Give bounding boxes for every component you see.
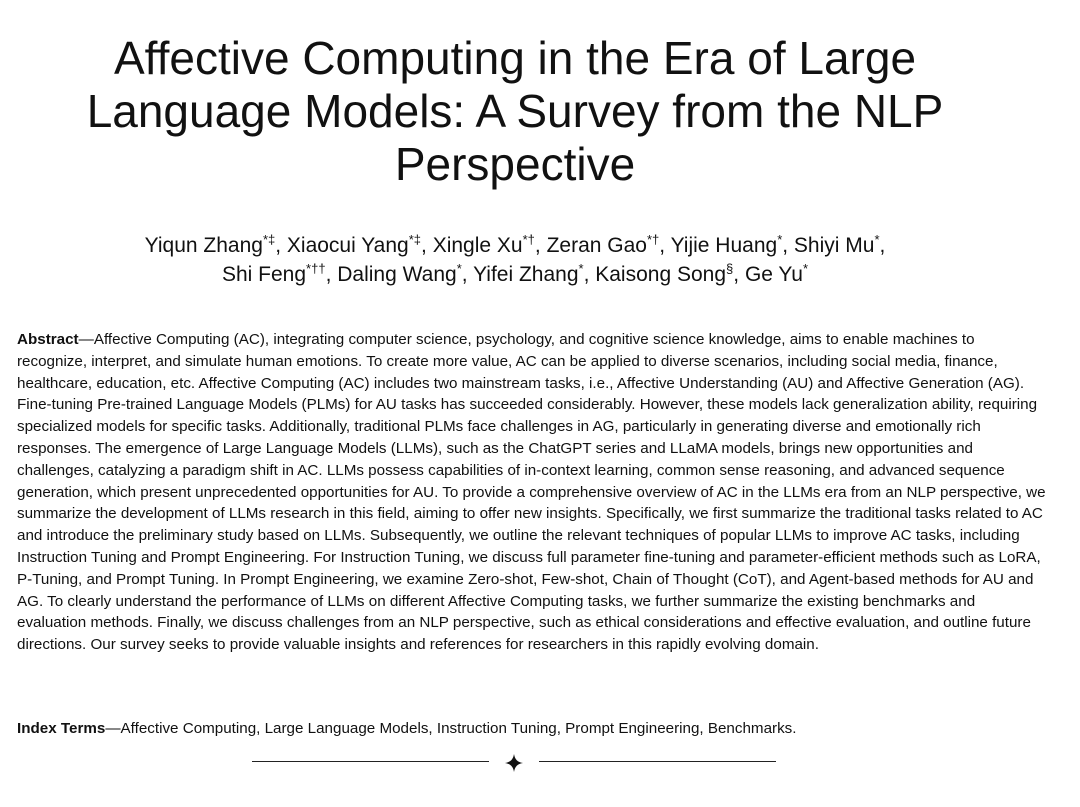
title-line: Affective Computing in the Era of Large (113, 32, 917, 84)
author-affiliation-mark: *† (646, 232, 660, 247)
author-name: Zeran Gao (546, 234, 647, 257)
title-line: Language Models: A Survey from the NLP (86, 85, 944, 137)
author-name: Daling Wang (337, 263, 457, 286)
author-affiliation-mark: *† (522, 232, 535, 247)
author-name: Yifei Zhang (473, 263, 579, 286)
abstract-label: Abstract (17, 331, 79, 348)
author-name: Shi Feng (221, 263, 307, 286)
author-affiliation-mark: *‡ (262, 232, 276, 247)
author-list (0, 231, 1030, 289)
author-name: Yijie Huang (670, 234, 778, 257)
author-affiliation-mark: § (726, 261, 734, 276)
author-affiliation-mark: *‡ (408, 232, 422, 247)
author-name: Kaisong Song (595, 263, 727, 286)
title-line: Perspective (394, 138, 636, 190)
author-line: Yiqun Zhang*‡, Xiaocui Yang*‡, Xingle Xu*†, Zeran Gao*†, Yijie Huang*, Shiyi Mu*, (144, 232, 886, 257)
author-affiliation-mark: * (777, 232, 783, 247)
paper-title (0, 32, 1030, 191)
author-name: Yiqun Zhang (144, 234, 263, 257)
divider-rule-left (252, 761, 489, 762)
author-name: Ge Yu (744, 263, 803, 286)
abstract-text: —Affective Computing (AC), integrating computer science, psychology, and cognitive science knowledge, aims to enable machines to recognize, interpret, and simulate human emotions. To create more value, AC can be applied to diverse scenarios, including social media, finance, healthcare, education, etc. Affective Computing (AC) includes two mainstream tasks, i.e., Affective Understanding (AU) and Affective Generation (AG). Fine-tuning Pre-trained Language Models (PLMs) for AU tasks has succeeded considerably. However, these models lack generalization ability, requiring specialized models for specific tasks. Additionally, traditional PLMs face challenges in AG, particularly in generating diverse and emotionally rich responses. The emergence of Large Language Models (LLMs), such as the ChatGPT series and LLaMA models, brings new opportunities and challenges, catalyzing a paradigm shift in AC. LLMs possess capabilities of in-context learning, common sense reasoning, and advanced sequence generation, which present unprecedented opportunities for AU. To provide a comprehensive overview of AC in the LLMs era from an NLP perspective, we summarize the development of LLMs research in this field, aiming to offer new insights. Specifically, we first summarize the traditional tasks related to AC and introduce the preliminary study based on LLMs. Subsequently, we outline the relevant techniques of popular LLMs to improve AC tasks, including Instruction Tuning and Prompt Engineering. For Instruction Tuning, we discuss full parameter fine-tuning and parameter-efficient methods such as LoRA, P-Tuning, and Prompt Tuning. In Prompt Engineering, we examine Zero-shot, Few-shot, Chain of Thought (CoT), and Agent-based methods for AU and AG. To clearly understand the performance of LLMs on different Affective Computing tasks, we further summarize the existing benchmarks and evaluation methods. Finally, we discuss challenges from an NLP perspective, such as ethical considerations and effective evaluation, and outline future directions. Our survey seeks to provide valuable insights and references for researchers in this rapidly evolving domain. (17, 331, 1046, 654)
index-terms-text: —Affective Computing, Large Language Models, Instruction Tuning, Prompt Engineering, Benchmarks. (105, 720, 797, 737)
divider-rule-right (539, 761, 776, 762)
index-terms-paragraph (17, 718, 1047, 740)
index-terms-label: Index Terms (17, 720, 106, 737)
author-name: Shiyi Mu (793, 234, 875, 257)
author-affiliation-mark: * (802, 261, 808, 276)
section-divider (252, 752, 776, 772)
author-affiliation-mark: * (456, 261, 462, 276)
abstract-paragraph (17, 329, 1047, 656)
author-affiliation-mark: * (578, 261, 584, 276)
author-line: Shi Feng*††, Daling Wang*, Yifei Zhang*, Kaisong Song§, Ge Yu* (221, 261, 808, 286)
author-affiliation-mark: *†† (306, 261, 326, 276)
author-name: Xingle Xu (432, 234, 523, 257)
author-name: Xiaocui Yang (286, 234, 409, 257)
author-affiliation-mark: * (874, 232, 880, 247)
four-point-star-icon (504, 753, 524, 773)
